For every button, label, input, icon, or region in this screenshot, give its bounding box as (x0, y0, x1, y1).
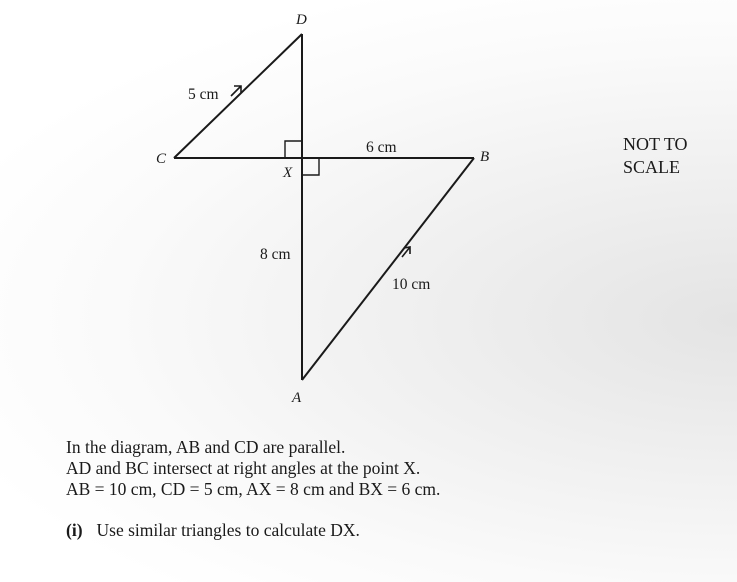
question-text (66, 437, 440, 541)
length-label-xb: 6 cm (366, 139, 397, 156)
question-line-2: AD and BC intersect at right angles at the point X. (66, 458, 421, 478)
question-spacer (66, 500, 440, 520)
point-label-b: B (480, 149, 490, 165)
question-line-1: In the diagram, AB and CD are parallel. (66, 437, 346, 457)
part-text: Use similar triangles to calculate DX. (96, 520, 360, 540)
segment-ab (302, 158, 474, 380)
length-label-ax: 8 cm (260, 246, 291, 263)
length-label-cd: 5 cm (188, 86, 219, 103)
not-to-scale-line2: SCALE (623, 157, 681, 177)
not-to-scale-line1: NOT TO (623, 134, 688, 154)
point-label-a: A (292, 390, 302, 406)
question-part-i (66, 520, 440, 541)
point-label-c: C (156, 151, 167, 167)
point-label-d: D (296, 12, 307, 28)
right-angle-marker-upper (285, 141, 302, 158)
not-to-scale-note (623, 133, 688, 179)
length-label-ab: 10 cm (392, 276, 431, 293)
question-line-3: AB = 10 cm, CD = 5 cm, AX = 8 cm and BX = 6 cm. (66, 479, 441, 499)
right-angle-marker-lower (302, 158, 319, 175)
part-label: (i) (66, 520, 83, 540)
point-label-x: X (283, 165, 293, 181)
